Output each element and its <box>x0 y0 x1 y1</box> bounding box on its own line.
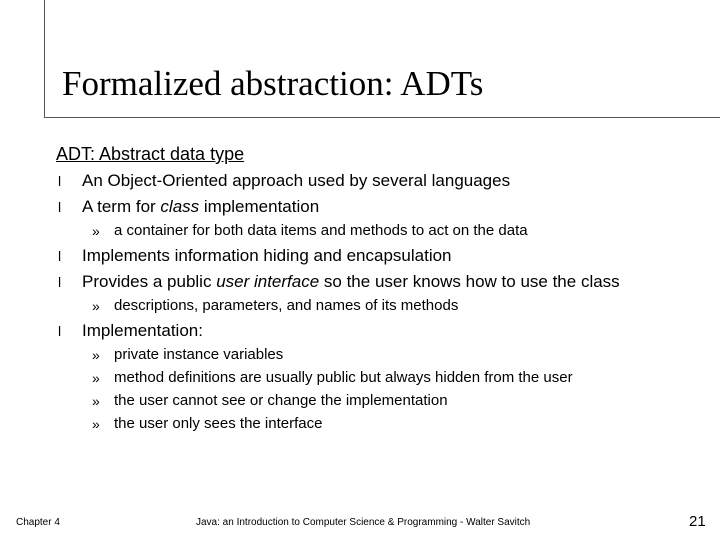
bullet-text-part: Provides a public <box>82 272 217 291</box>
page-number: 21 <box>689 513 706 530</box>
bullet-text-part: so the user knows how to use the class <box>319 272 620 291</box>
bullet-text-emphasis: user interface <box>216 272 320 291</box>
bullet-text: Implementation: <box>82 321 203 340</box>
bullet-icon: l <box>58 248 62 264</box>
bullet-icon: l <box>58 274 62 290</box>
bullet-icon: l <box>58 173 62 189</box>
bullet-text-emphasis: class <box>160 197 200 216</box>
chevron-icon: » <box>92 223 100 239</box>
footer-course: Java: an Introduction to Computer Science & Programming - Walter Savitch <box>196 517 531 528</box>
sub-bullet-text: descriptions, parameters, and names of its methods <box>114 297 459 314</box>
title-vertical-rule <box>44 0 45 118</box>
bullet-text <box>82 196 319 218</box>
chevron-icon: » <box>92 347 100 363</box>
bullet-text-part: implementation <box>199 197 320 216</box>
chevron-icon: » <box>92 370 100 386</box>
bullet-text-part: A term for <box>82 197 161 216</box>
chevron-icon: » <box>92 298 100 314</box>
bullet-text: An Object-Oriented approach used by several languages <box>82 171 511 190</box>
title-horizontal-rule <box>44 117 720 118</box>
sub-bullet-text: private instance variables <box>114 346 284 363</box>
sub-bullet-text: a container for both data items and methods to act on the data <box>114 222 528 239</box>
bullet-icon: l <box>58 199 62 215</box>
footer-chapter: Chapter 4 <box>16 517 60 528</box>
sub-bullet-text: method definitions are usually public but always hidden from the user <box>114 369 573 386</box>
sub-bullet-text: the user only sees the interface <box>114 415 323 432</box>
bullet-text: Implements information hiding and encapsulation <box>82 246 452 265</box>
slide-subtitle: ADT: Abstract data type <box>56 144 245 164</box>
sub-bullet-text: the user cannot see or change the implementation <box>114 392 448 409</box>
bullet-icon: l <box>58 323 62 339</box>
chevron-icon: » <box>92 416 100 432</box>
slide-title: Formalized abstraction: ADTs <box>62 64 484 103</box>
bullet-text <box>82 271 620 293</box>
chevron-icon: » <box>92 393 100 409</box>
